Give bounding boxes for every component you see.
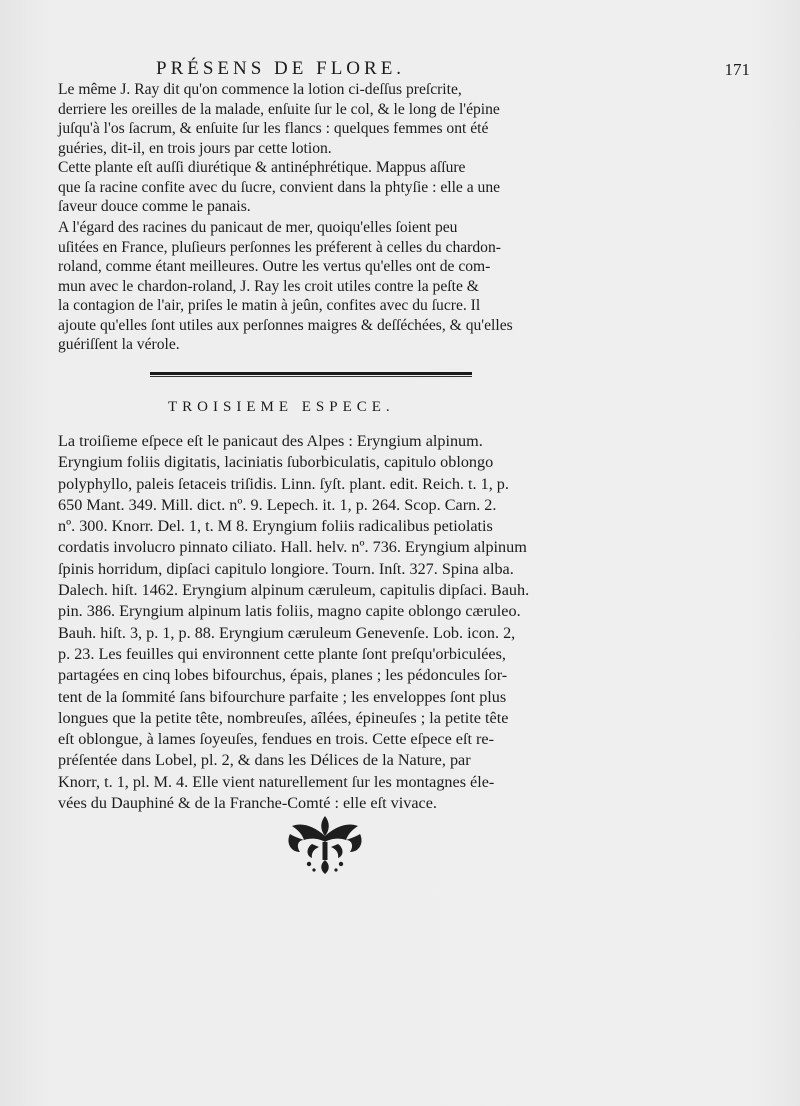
section-title: TROISIEME ESPECE. xyxy=(168,399,395,415)
section-divider xyxy=(150,372,472,378)
species-line: vées du Dauphiné & de la Franche-Comté : elle eſt vivace. xyxy=(58,794,437,813)
divider-thick-rule xyxy=(150,372,472,375)
species-line: polyphyllo, paleis ſetaceis triſidis. Linn. ſyſt. plant. edit. Reich. t. 1, p. xyxy=(58,474,509,493)
species-line: La troiſieme eſpece eſt le panicaut des Alpes : Eryngium alpinum. xyxy=(58,432,483,450)
fleuron-ornament-icon xyxy=(284,812,366,878)
paragraph-line: guériſſent la vérole. xyxy=(58,336,180,353)
species-line: cordatis involucro pinnato ciliato. Hall. helv. nº. 736. Eryngium alpinum xyxy=(58,538,527,557)
paragraph-line: juſqu'à l'os ſacrum, & enſuite ſur les flancs : quelques femmes ont été xyxy=(58,120,489,137)
paragraph-line: la contagion de l'air, priſes le matin à jeûn, confites avec du ſucre. Il xyxy=(58,297,481,314)
species-line: p. 23. Les feuilles qui environnent cette plante ſont preſqu'orbiculées, xyxy=(58,644,506,663)
paragraph-line: guéries, dit-il, en trois jours par cette lotion. xyxy=(58,139,332,157)
paragraph-line: ajoute qu'elles ſont utiles aux perſonnes maigres & deſſéchées, & qu'elles xyxy=(58,316,513,334)
paragraph-lotion xyxy=(58,80,760,158)
species-line: Dalech. hiſt. 1462. Eryngium alpinum cæruleum, capitulis dipſaci. Bauh. xyxy=(58,581,530,600)
paragraph-line: uſitées en France, pluſieurs perſonnes les préferent à celles du chardon- xyxy=(58,238,501,256)
page-number: 171 xyxy=(724,60,750,79)
species-line: nº. 300. Knorr. Del. 1, t. M 8. Eryngium foliis radicalibus petiolatis xyxy=(58,517,493,536)
species-line: pin. 386. Eryngium alpinum latis foliis, magno capite oblongo cæruleo. xyxy=(58,602,521,621)
paragraph-line: que ſa racine confite avec du ſucre, convient dans la phtyſie : elle a une xyxy=(58,178,501,196)
paragraph-diuretic xyxy=(58,158,760,217)
species-line: tent de la ſommité ſans bifourchure parfaite ; les enveloppes ſont plus xyxy=(58,687,507,706)
species-line: préſentée dans Lobel, pl. 2, & dans les Délices de la Nature, par xyxy=(58,751,471,770)
species-line: Knorr, t. 1, pl. M. 4. Elle vient naturellement ſur les montagnes éle- xyxy=(58,772,495,791)
paragraph-line: A l'égard des racines du panicaut de mer, quoiqu'elles ſoient peu xyxy=(58,219,458,236)
running-title: PRÉSENS DE FLORE. xyxy=(156,58,406,79)
divider-thin-rule xyxy=(150,376,472,377)
species-line: Bauh. hiſt. 3, p. 1, p. 88. Eryngium cæruleum Genevenſe. Lob. icon. 2, xyxy=(58,623,516,642)
paragraph-line: mun avec le chardon-roland, J. Ray les croit utiles contre la peſte & xyxy=(58,277,479,295)
paragraph-sea-holly-roots xyxy=(58,218,760,355)
species-line: Eryngium foliis digitatis, laciniatis ſuborbiculatis, capitulo oblongo xyxy=(58,453,494,472)
paragraph-line: Cette plante eſt auſſi diurétique & antinéphrétique. Mappus aſſure xyxy=(58,159,466,176)
paragraph-third-species xyxy=(58,431,760,814)
species-line: longues que la petite tête, nombreuſes, aîlées, épineuſes ; la petite tête xyxy=(58,708,509,727)
paragraph-line: roland, comme étant meilleures. Outre les vertus qu'elles ont de com- xyxy=(58,258,491,275)
paragraph-line: ſaveur douce comme le panais. xyxy=(58,198,251,215)
paragraph-line: Le même J. Ray dit qu'on commence la lotion ci-deſſus preſcrite, xyxy=(58,81,462,98)
paragraph-line: derriere les oreilles de la malade, enſuite ſur le col, & le long de l'épine xyxy=(58,100,500,118)
species-line: 650 Mant. 349. Mill. dict. nº. 9. Lepech. it. 1, p. 264. Scop. Carn. 2. xyxy=(58,495,497,514)
species-line: partagées en cinq lobes bifourchus, épais, planes ; les pédoncules ſor- xyxy=(58,666,508,685)
species-line: ſpinis horridum, dipſaci capitulo longiore. Tourn. Inſt. 327. Spina alba. xyxy=(58,559,514,578)
species-line: eſt oblongue, à lames ſoyeuſes, fendues en trois. Cette eſpece eſt re- xyxy=(58,730,495,749)
